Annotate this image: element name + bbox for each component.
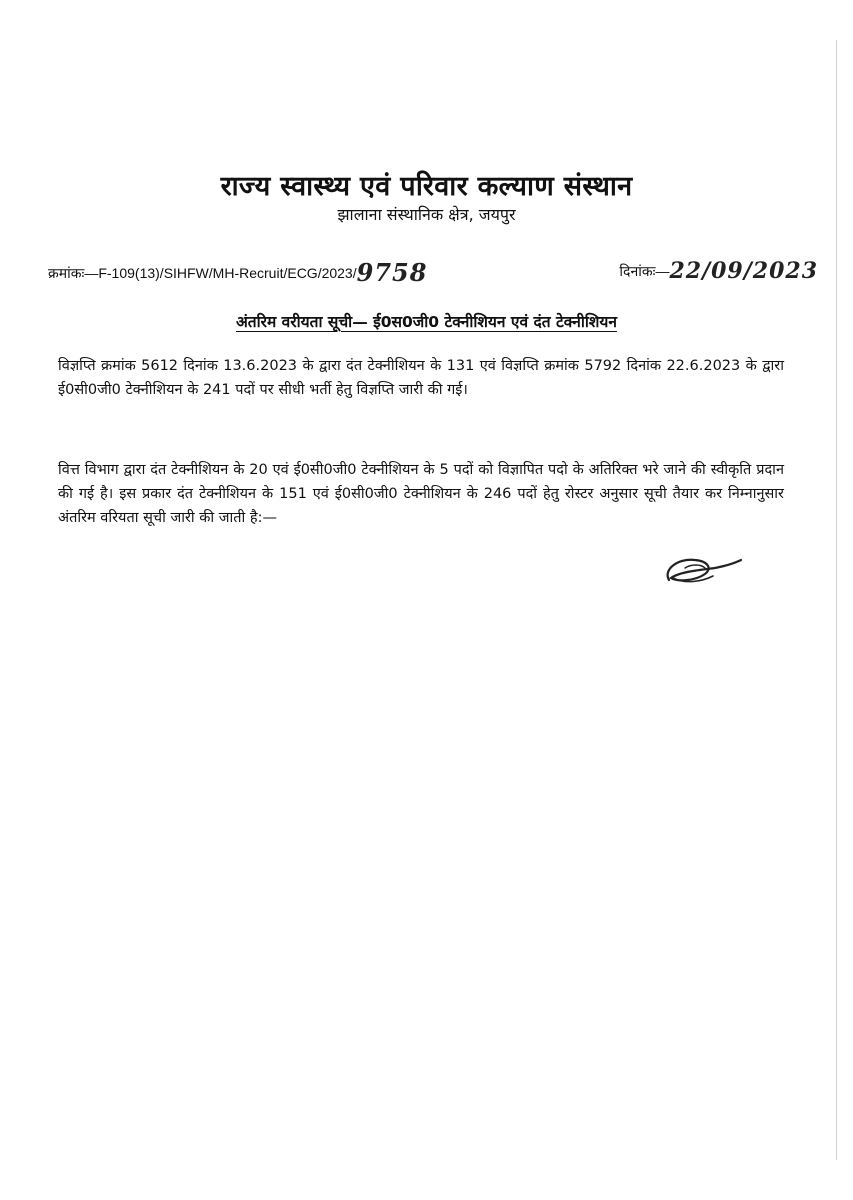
document-date: [619, 258, 818, 284]
signature-image: [655, 548, 745, 598]
subject-text: अंतरिम वरीयता सूची— ई0स0जी0 टेक्नीशियन एवं दंत टेक्नीशियन: [235, 313, 618, 331]
institute-title: राज्य स्वास्थ्य एवं परिवार कल्याण संस्थान: [220, 171, 633, 202]
date-handwritten-value: 22/09/2023: [669, 258, 818, 284]
paragraph-sanction: वित्त विभाग द्वारा दंत टेक्नीशियन के 20 एवं ई0सी0जी0 टेक्नीशियन के 5 पदों को विज्ञापित पदो के अतिरिक्त भरे जाने की स्वीकृति प्रदान की गई है। इस प्रकार दंत टेक्नीशियन के 151 एवं ई0सी0जी0 टेक्नीशियन के 246 पदों हेतु रोस्टर अनुसार सूची तैयार कर निम्नानुसार अंतरिम वरियता सूची जारी की जाती है:—: [58, 462, 784, 526]
reference-handwritten-number: 9758: [356, 258, 428, 287]
reference-number: [48, 258, 427, 287]
subject-line: [0, 310, 853, 332]
reference-label: क्रमांकः—F-109(13)/SIHFW/MH-Recruit/ECG/2023/: [48, 265, 357, 281]
paragraph-advertisement: विज्ञप्ति क्रमांक 5612 दिनांक 13.6.2023 के द्वारा दंत टेक्नीशियन के 131 एवं विज्ञप्ति क्रमांक 5792 दिनांक 22.6.2023 के द्वारा ई0सी0जी0 टेक्नीशियन के 241 पदों पर सीधी भर्ती हेतु विज्ञप्ति जारी की गई।: [58, 358, 784, 398]
institute-address: झालाना संस्थानिक क्षेत्र, जयपुर: [337, 205, 516, 224]
date-label: दिनांकः—: [619, 263, 670, 279]
reference-date-row: [48, 252, 818, 287]
